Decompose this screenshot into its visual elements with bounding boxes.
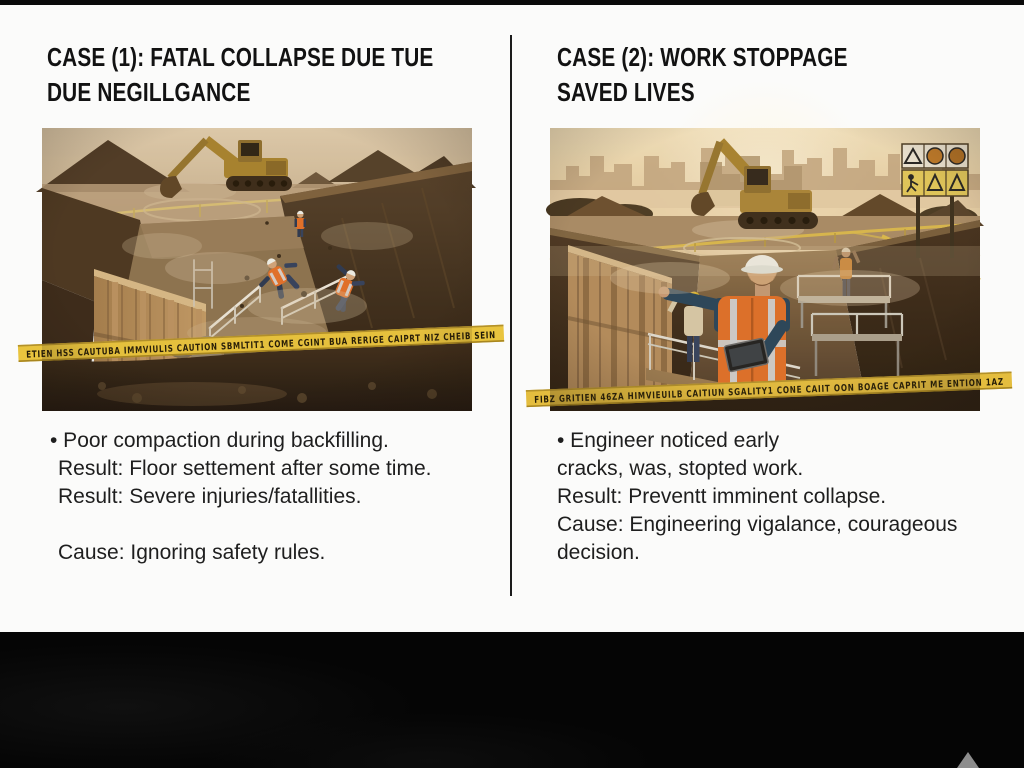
case-2-title-line-2: SAVED LIVES <box>557 77 695 107</box>
vignette <box>42 128 472 411</box>
case-1-bullet-line: • Poor compaction during backfilling. <box>50 429 389 452</box>
footer-spire-logo <box>957 752 979 768</box>
footer-black-bar <box>0 632 1024 768</box>
top-black-strip <box>0 0 1024 5</box>
case-1-title-line-2: DUE NEGILLGANCE <box>47 77 251 107</box>
case-2-photo-illustration <box>550 128 980 411</box>
case-2-cause-line: Cause: Engineering vigalance, courageous <box>557 513 958 536</box>
case-1-result-line-2: Result: Severe injuries/fatallities. <box>58 485 362 508</box>
column-divider <box>510 35 512 596</box>
case-1-body <box>50 427 495 567</box>
case-2-title-line-1: CASE (2): WORK STOPPAGE <box>557 42 848 72</box>
case-1-photo <box>42 128 472 411</box>
case-1-title-line-1: CASE (1): FATAL COLLAPSE DUE TUE <box>47 42 434 72</box>
case-2-continuation-line: cracks, was, stopted work. <box>557 457 804 480</box>
case-2-photo <box>550 128 980 411</box>
case-1-title <box>47 40 433 110</box>
case-2-cause-line-2: decision. <box>557 541 640 564</box>
case-1-cause-line: Cause: Ignoring safety rules. <box>58 541 326 564</box>
case-1-photo-illustration <box>42 128 472 411</box>
case-2-bullet-line: • Engineer noticed early <box>557 429 780 452</box>
case-2-result-line: Result: Preventt imminent collapse. <box>557 485 887 508</box>
vignette <box>550 128 980 411</box>
case-1-result-line-1: Result: Floor settement after some time. <box>58 457 432 480</box>
case-2-body <box>557 427 1007 567</box>
